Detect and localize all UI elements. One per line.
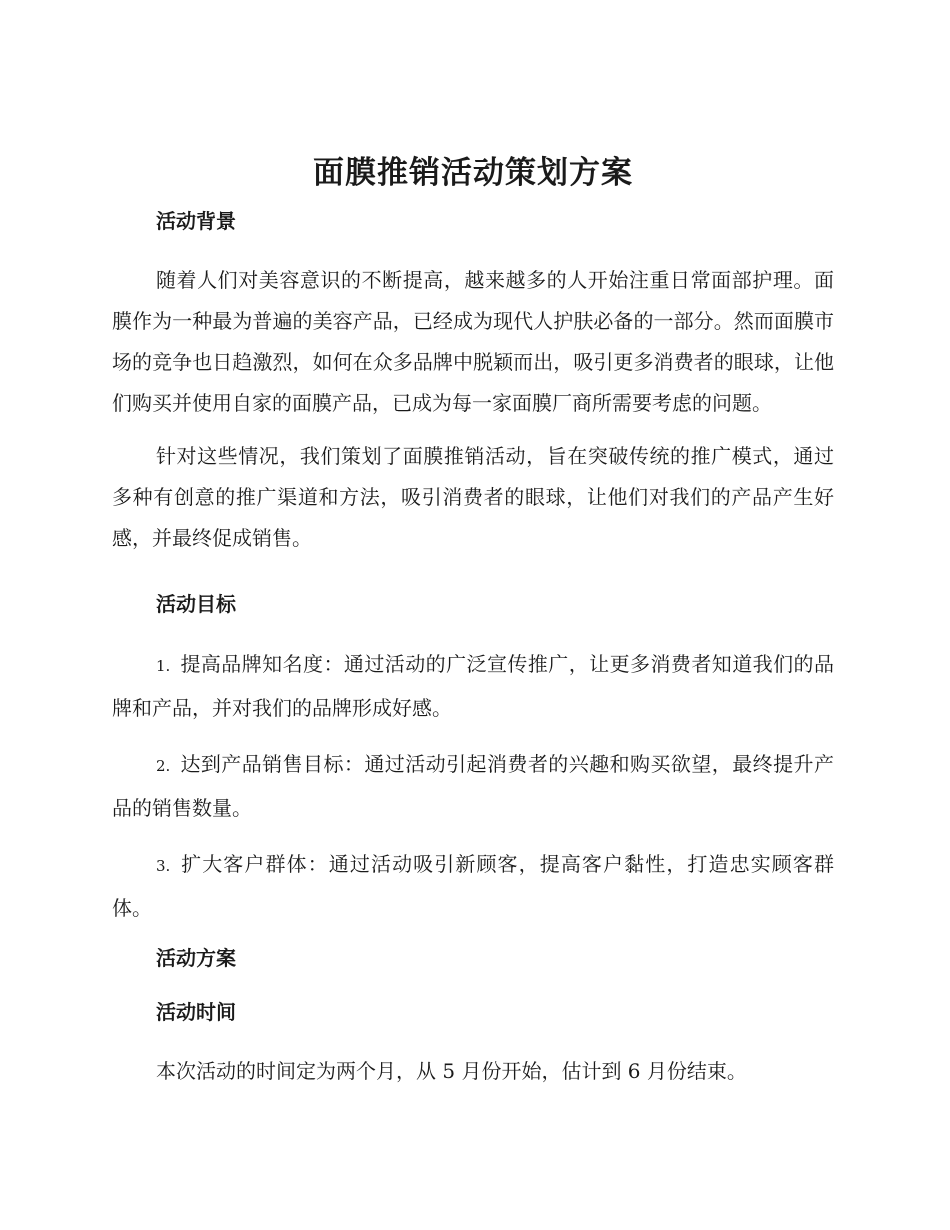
document-title: 面膜推销活动策划方案 [313, 155, 633, 191]
document-content [112, 148, 834, 1104]
heading-time: 活动时间 [156, 1000, 236, 1024]
heading-plan: 活动方案 [156, 946, 236, 970]
goal-item-text: 扩大客户群体：通过活动吸引新顾客，提高客户黏性，打造忠实顾客群体。 [112, 852, 834, 920]
paragraph-background-1: 随着人们对美容意识的不断提高，越来越多的人开始注重日常面部护理。面膜作为一种最为普遍的美容产品，已经成为现代人护肤必备的一部分。然而面膜市场的竞争也日趋激烈，如何在众多品牌中脱颖而出，吸引更多消费者的眼球，让他们购买并使用自家的面膜产品，已成为每一家面膜厂商所需要考虑的问题。 [112, 268, 834, 415]
goal-item-1 [112, 643, 834, 729]
goal-item-number: 1. [156, 657, 171, 675]
goal-item-text: 提高品牌知名度：通过活动的广泛宣传推广，让更多消费者知道我们的品牌和产品，并对我们的品牌形成好感。 [112, 652, 834, 720]
heading-background: 活动背景 [156, 209, 236, 233]
paragraph-time: 本次活动的时间定为两个月，从 5 月份开始，估计到 6 月份结束。 [156, 1059, 747, 1083]
goal-item-3 [112, 843, 834, 929]
goal-item-number: 3. [156, 857, 171, 875]
goal-item-number: 2. [156, 757, 171, 775]
heading-goals: 活动目标 [156, 592, 236, 616]
goal-item-text: 达到产品销售目标：通过活动引起消费者的兴趣和购买欲望，最终提升产品的销售数量。 [112, 752, 834, 820]
paragraph-background-2: 针对这些情况，我们策划了面膜推销活动，旨在突破传统的推广模式，通过多种有创意的推广渠道和方法，吸引消费者的眼球，让他们对我们的产品产生好感，并最终促成销售。 [112, 444, 834, 550]
goal-item-2 [112, 743, 834, 829]
